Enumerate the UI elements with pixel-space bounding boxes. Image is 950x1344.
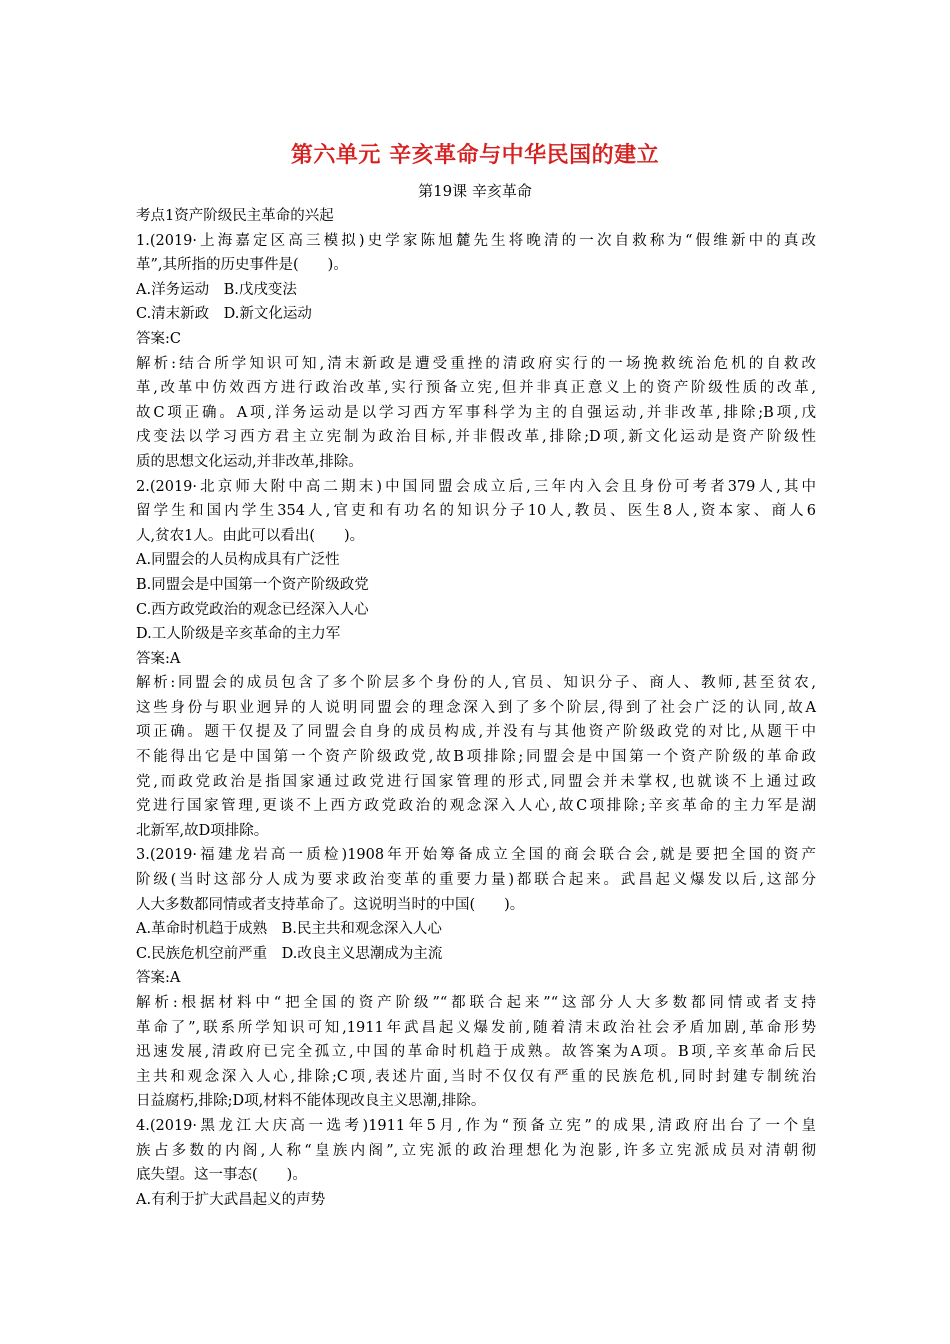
text-line: C.清末新政 D.新文化运动 [136,306,312,323]
text-line: 人大多数都同情或者支持革命了。这说明当时的中国( )。 [136,896,525,913]
text-line: A.同盟会的人员构成具有广泛性 [136,552,340,569]
text-line: 戌变法以学习西方君主立宪制为政治目标,并非假改革,排除;D项,新文化运动是资产阶级性 [136,429,816,446]
unit-title: 第六单元 辛亥革命与中华民国的建立 [290,143,660,168]
text-line: 3.(2019·福建龙岩高一质检)1908年开始筹备成立全国的商会联合会,就是要把全国的资产 [136,847,816,864]
text-line: 1.(2019·上海嘉定区高三模拟)史学家陈旭麓先生将晚清的一次自救称为“假维新中的真改 [136,232,816,249]
text-line: 革命了”,联系所学知识可知,1911年武昌起义爆发前,随着清末政治社会矛盾加剧,革命形势 [136,1019,816,1036]
text-line: 迅速发展,清政府已完全孤立,中国的革命时机趋于成熟。故答案为A项。B项,辛亥革命后民 [136,1044,816,1061]
text-line: 解析:结合所学知识可知,清末新政是遭受重挫的清政府实行的一场挽救统治危机的自救改 [136,355,816,372]
text-line: 2.(2019·北京师大附中高二期末)中国同盟会成立后,三年内入会且身份可考者379人,其中 [136,478,816,495]
lesson-title: 第19课 辛亥革命 [418,182,532,200]
text-line: 革”,其所指的历史事件是( )。 [136,257,348,274]
text-line: 族占多数的内阁,人称“皇族内阁”,立宪派的政治理想化为泡影,许多立宪派成员对清朝彻 [136,1142,816,1159]
text-line: A.洋务运动 B.戊戌变法 [136,281,297,298]
text-line: A.革命时机趋于成熟 B.民主共和观念深入人心 [136,921,442,938]
text-line: 这些身份与职业迥异的人说明同盟会的理念深入到了多个阶层,得到了社会广泛的认同,故A [136,699,816,716]
text-line: 故C项正确。A项,洋务运动是以学习西方军事科学为主的自强运动,并非改革,排除;B项,戊 [136,404,816,421]
text-line: A.有利于扩大武昌起义的声势 [136,1191,326,1208]
text-line: 党进行国家管理,更谈不上西方政党政治的观念深入人心,故C项排除;辛亥革命的主力军是湖 [136,798,816,815]
text-line: 主共和观念深入人心,排除;C项,表述片面,当时不仅仅有严重的民族危机,同时封建专制统治 [136,1068,816,1085]
text-line: C.民族危机空前严重 D.改良主义思潮成为主流 [136,945,443,962]
text-line: B.同盟会是中国第一个资产阶级政党 [136,576,369,593]
text-line: 考点1资产阶级民主革命的兴起 [136,208,334,224]
text-line: 答案:C [136,330,181,347]
text-line: 4.(2019·黑龙江大庆高一选考)1911年5月,作为“预备立宪”的成果,清政府出台了一个皇 [136,1117,816,1134]
text-line: 党,而政党政治是指国家通过政党进行国家管理的形式,同盟会并未掌权,也就谈不上通过政 [136,773,816,790]
text-line: C.西方政党政治的观念已经深入人心 [136,601,369,618]
text-line: 项正确。题干仅提及了同盟会自身的成员构成,并没有与其他资产阶级政党的对比,从题干中 [136,724,816,741]
text-line: 质的思想文化运动,并非改革,排除。 [136,453,363,470]
text-line: 不能得出它是中国第一个资产阶级政党,故B项排除;同盟会是中国第一个资产阶级的革命政 [136,749,816,766]
text-line: 革,改革中仿效西方进行政治改革,实行预备立宪,但并非真正意义上的资产阶级性质的改革, [136,380,816,397]
text-line: 北新军,故D项排除。 [136,822,269,839]
text-line: 人,贫农1人。由此可以看出( )。 [136,527,365,544]
text-line: 解析:同盟会的成员包含了多个阶层多个身份的人,官员、知识分子、商人、教师,甚至贫农, [136,675,816,692]
document-body [136,204,816,1212]
text-line: 解析:根据材料中“把全国的资产阶级”“都联合起来”“这部分人大多数都同情或者支持 [136,995,816,1011]
text-line: 答案:A [136,650,181,667]
text-line: 阶级(当时这部分人成为要求政治变革的重要力量)都联合起来。武昌起义爆发以后,这部分 [136,872,816,889]
text-line: 留学生和国内学生354人,官吏和有功名的知识分子10人,教员、医生8人,资本家、商人6 [136,503,816,520]
text-line: 日益腐朽,排除;D项,材料不能体现改良主义思潮,排除。 [136,1093,486,1110]
text-line: 答案:A [136,970,181,987]
text-line: 底失望。这一事态( )。 [136,1167,307,1184]
text-line: D.工人阶级是辛亥革命的主力军 [136,626,341,643]
